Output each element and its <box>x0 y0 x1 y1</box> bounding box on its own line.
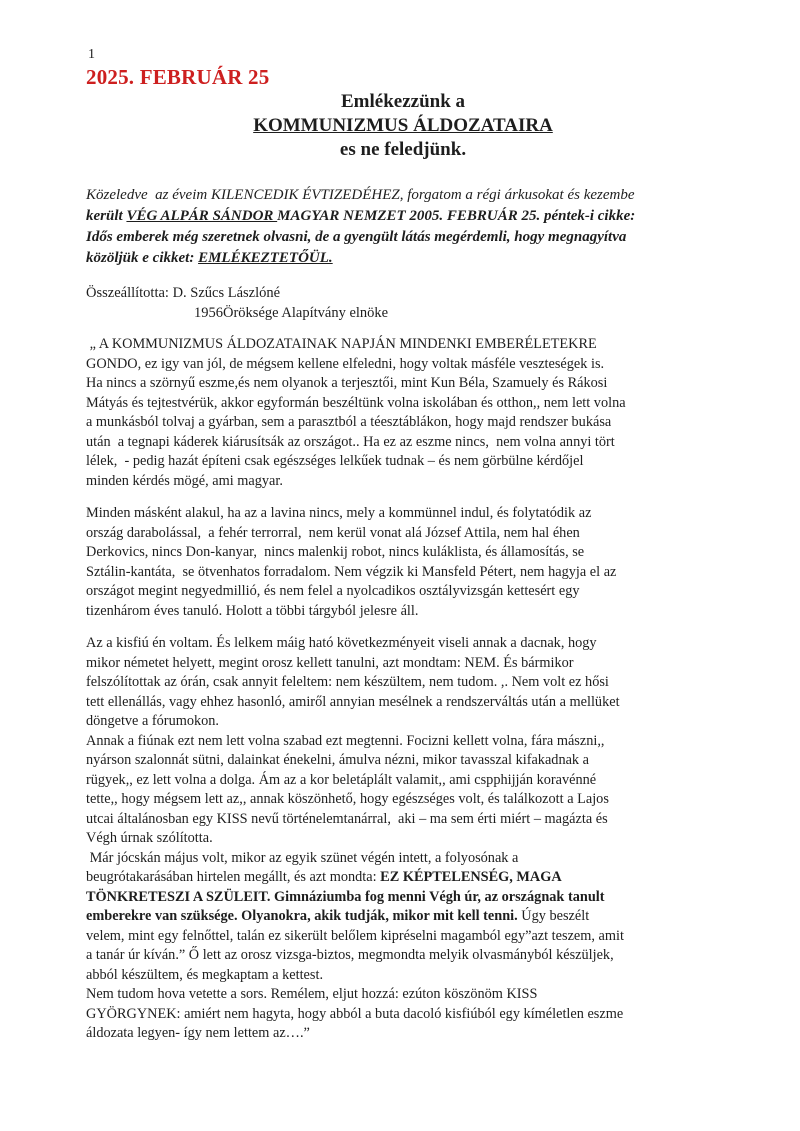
text-run: abból készültem, és megkaptam a kettest. <box>86 966 324 983</box>
text-line <box>86 1024 720 1044</box>
text-line <box>86 790 720 810</box>
text-run: Nem tudom hova vetette a sors. Remélem, eljut hozzá: ezúton köszönöm KISS <box>86 986 538 1002</box>
text-run: Annak a fiúnak ezt nem lett volna szabad ezt megtenni. Focizni kellett volna, fára mászni,, <box>86 732 605 749</box>
text-line <box>86 693 720 713</box>
text-line <box>86 335 720 355</box>
text-run: áldozata legyen- így nem lettem az….” <box>86 1025 310 1041</box>
text-run: nyárson szalonnát sütni, dalainkat énekelni, ámulva nézni, mikor tavasszal kifakadnak a <box>86 752 590 768</box>
text-run: után a tegnapi káderek kiárusítsák az országot.. Ha ez az eszme nincs, nem volna annyi tört <box>86 433 615 450</box>
document-title <box>86 90 720 162</box>
text-run: Idős emberek még szeretnek olvasni, de a gyengült látás megérdemli, hogy megnagyítva <box>86 229 627 245</box>
text-run: Már jócskán május volt, mikor az egyik szünet végén intett, a folyosónak a <box>86 849 519 866</box>
text-run: Minden másként alakul, ha az a lavina nincs, mely a kommünnel indul, és folytatódik az <box>86 505 592 521</box>
text-line <box>86 543 720 563</box>
text-line <box>86 582 720 602</box>
text-line <box>86 771 720 791</box>
text-run: közöljük e cikket: <box>86 250 199 266</box>
text-run: beugrótakarásában hirtelen megállt, és azt mondta: <box>86 869 381 885</box>
paragraph-1 <box>86 335 720 491</box>
text-line <box>86 206 720 227</box>
text-line <box>86 732 720 752</box>
text-run: emberekre van szüksége. Olyanokra, akik tudják, mikor mit kell tenni. <box>86 908 518 924</box>
text-line <box>86 602 720 622</box>
text-run: VÉG ALPÁR SÁNDOR <box>126 208 278 224</box>
text-line <box>86 524 720 544</box>
paragraph-2 <box>86 504 720 621</box>
article-body <box>86 335 720 1044</box>
byline <box>86 283 720 323</box>
text-line <box>86 413 720 433</box>
text-run: mikor németet helyett, megint orosz kellett tanulni, azt mondtam: NEM. És bármikor <box>86 654 574 671</box>
text-line <box>86 504 720 524</box>
text-run: Közeledve az éveim KILENCEDIK ÉVTIZEDÉHEZ, forgatom a régi árkusokat és kezembe <box>86 187 635 203</box>
title-line-2: KOMMUNIZMUS ÁLDOZATAIRA <box>253 115 553 136</box>
text-line <box>86 868 720 888</box>
text-line <box>86 248 720 269</box>
text-line <box>86 634 720 654</box>
text-run: MAGYAR NEMZET 2005. FEBRUÁR 25. péntek-i cikke: <box>277 208 636 224</box>
text-run: a tanár úr kíván.” Ő lett az orosz vizsga-biztos, megmondta melyik olvasmányból készüljek, <box>86 947 614 963</box>
text-run: velem, mint egy felnőttel, talán ez sikerült belőlem kipréselni magamból egy”azt teszem, amit <box>86 927 624 944</box>
text-run: Végh úrnak szólította. <box>86 830 213 846</box>
text-line <box>86 810 720 830</box>
byline-line-2: 1956Öröksége Alapítvány elnöke <box>194 305 389 321</box>
text-run: EZ KÉPTELENSÉG, MAGA <box>380 869 562 885</box>
text-line <box>86 966 720 986</box>
text-run: utcai általánosban egy KISS nevű történelemtanárral, aki – ma sem érti miért – magázta és <box>86 810 608 827</box>
text-run: felszólítottak az órán, csak annyit feleltem: nem készültem, nem tudom. ,. Nem volt ez hősi <box>86 674 609 690</box>
text-run: GONDO, ez igy van jól, de mégsem kellene elfeledni, hogy voltak másféle veszteségek is. <box>86 355 605 372</box>
text-run: Mátyás és tejtestvérük, akkor egyformán beszéltünk volna iskolában és otthon,, nem lett volna <box>86 394 626 411</box>
text-line <box>86 829 720 849</box>
text-run: GYÖRGYNEK: amiért nem hagyta, hogy abból a buta dacoló kisfiúból egy kíméletlen eszme <box>86 1005 624 1022</box>
text-line <box>86 712 720 732</box>
text-line <box>86 1005 720 1025</box>
intro-paragraph <box>86 185 720 269</box>
text-run: Úgy beszélt <box>517 908 590 924</box>
text-run: rügyek,, ez lett volna a dolga. Ám az a kor beletáplált valamit,, ami cspphijján koravénné <box>86 771 597 788</box>
text-line <box>86 849 720 869</box>
text-run: EMLÉKEZTETŐÜL. <box>198 250 333 266</box>
text-line <box>86 654 720 674</box>
date-heading: 2025. FEBRUÁR 25 <box>86 65 270 89</box>
text-line <box>86 985 720 1005</box>
text-line <box>86 355 720 375</box>
text-line <box>86 374 720 394</box>
text-run: lélek, - pedig hazát építeni csak egészséges lelkűek tudnak – és nem görbülne kérdőjel <box>86 453 584 469</box>
text-run: ország darabolással, a fehér terrorral, nem kerül vonat alá József Attila, nem hal éhen <box>86 524 580 541</box>
text-line <box>86 927 720 947</box>
text-line <box>86 433 720 453</box>
text-run: a munkásból tolvaj a gyárban, sem a parasztból a téesztáblákon, hogy majd rendszer bukása <box>86 414 612 430</box>
text-run: minden kérdés mögé, ami magyar. <box>86 472 283 489</box>
text-run: tizenhárom éves tanuló. Holott a többi tárgyból jelesre áll. <box>86 602 419 619</box>
paragraph-3 <box>86 634 720 1044</box>
text-run: Derkovics, nincs Don-kanyar, nincs malenkij robot, nincs kuláklista, és államosítás, se <box>86 544 585 560</box>
text-run: került <box>86 208 127 224</box>
text-line <box>86 472 720 492</box>
text-line <box>86 907 720 927</box>
text-line <box>86 673 720 693</box>
text-line <box>86 185 720 206</box>
text-run: „ A KOMMUNIZMUS ÁLDOZATAINAK NAPJÁN MINDENKI EMBERÉLETEKRE <box>86 336 597 352</box>
text-line <box>86 888 720 908</box>
text-run: Az a kisfiú én voltam. És lelkem máig ható következményeit viseli annak a dacnak, hogy <box>86 635 597 651</box>
text-run: Sztálin-kantáta, se ötvenhatos forradalom. Nem végzik ki Mansfeld Pétert, nem hagyja el az <box>86 563 617 580</box>
page-number: 1 <box>88 47 95 62</box>
title-line-3: es ne feledjünk. <box>339 139 467 160</box>
byline-line-1: Összeállította: D. Szűcs Lászlóné <box>86 285 281 301</box>
title-line-1: Emlékezzünk a <box>340 91 466 112</box>
text-line <box>86 751 720 771</box>
text-run: tette,, hogy mégsem lett az,, annak köszönhető, hogy egészséges volt, és találkozott a Lajos <box>86 791 609 807</box>
text-line <box>86 452 720 472</box>
text-run: döngetve a fórumokon. <box>86 713 220 729</box>
text-line <box>86 563 720 583</box>
text-line <box>86 946 720 966</box>
text-run: országot megint negyedmillió, és nem felel a nyolcadikos osztályvizsgán kettesért egy <box>86 583 580 599</box>
text-run: TÖNKRETESZI A SZÜLEIT. Gimnáziumba fog menni Végh úr, az országnak tanult <box>86 888 605 905</box>
text-run: tett ellenállás, vagy ehhez hasonló, amiről annyian mesélnek a rendszerváltás után a mellüket <box>86 693 620 710</box>
text-line <box>86 394 720 414</box>
text-run: Ha nincs a szörnyű eszme,és nem olyanok a terjesztői, mint Kun Béla, Szamuely és Rákosi <box>86 375 608 391</box>
text-line <box>86 227 720 248</box>
